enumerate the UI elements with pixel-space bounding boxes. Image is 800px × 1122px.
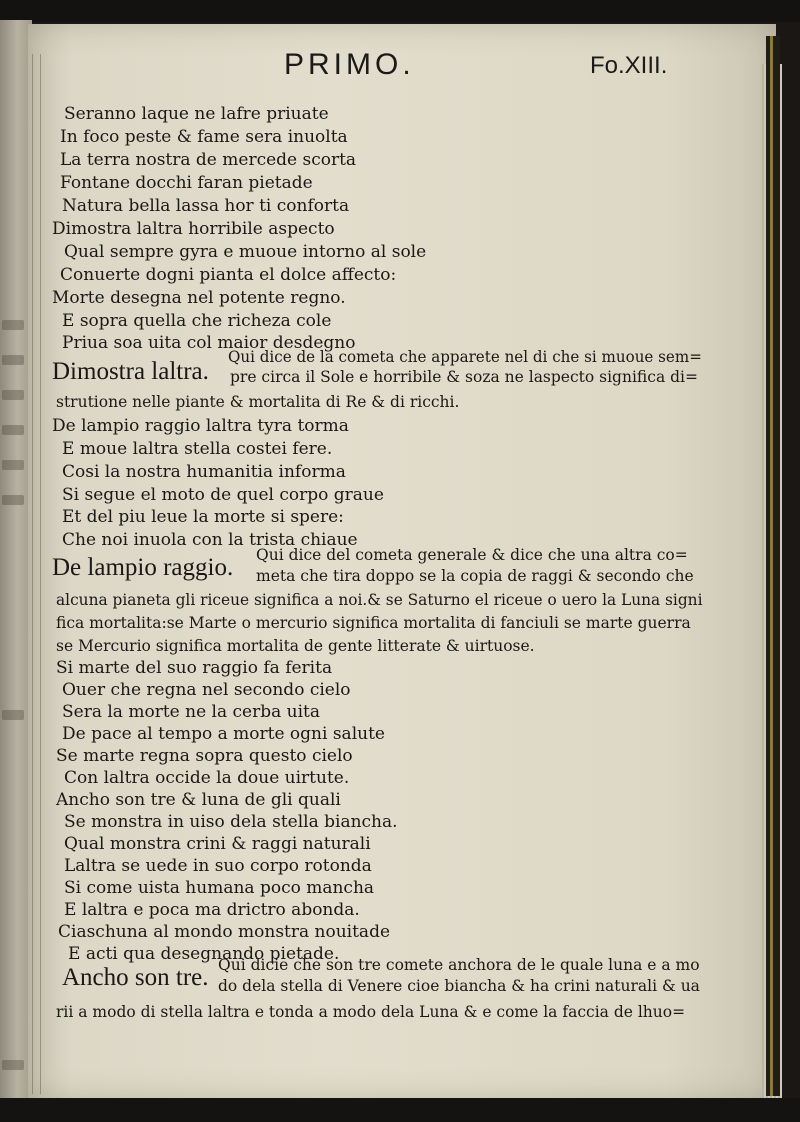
verse-line: Priua soa uita col maior desdegno (62, 333, 356, 353)
verse-line: Dimostra laltra horribile aspecto (52, 219, 335, 239)
verse-line: Ciaschuna al mondo monstra nouitade (58, 922, 391, 942)
verse-line: E moue laltra stella costei fere. (62, 439, 333, 459)
verse-line: Qual monstra crini & raggi naturali (64, 834, 371, 854)
verse-line: La terra nostra de mercede scorta (60, 150, 357, 170)
verse-line: Si marte del suo raggio fa ferita (56, 658, 333, 678)
verse-line: Se monstra in uiso dela stella biancha. (64, 812, 398, 832)
gloss-line: Qui dicie che son tre comete anchora de le quale luna e a mo (218, 956, 700, 974)
gloss-lemma: Dimostra laltra. (52, 358, 209, 385)
gloss-line: Qui dice de la cometa che apparete nel di che si muoue sem= (228, 348, 702, 366)
gloss-lemma: De lampio raggio. (52, 554, 234, 581)
gloss-line: meta che tira doppo se la copia de raggi & secondo che (256, 567, 694, 585)
running-head: PRIMO. (284, 48, 415, 81)
gloss-line: strutione nelle piante & mortalita di Re & di ricchi. (56, 393, 460, 411)
gloss-line: se Mercurio significa mortalita de gente litterate & uirtuose. (56, 637, 535, 655)
scan-background-bottom (0, 1098, 800, 1122)
verse-line: Ouer che regna nel secondo cielo (62, 680, 351, 700)
gloss-line: do dela stella di Venere cioe biancha & ha crini naturali & ua (218, 977, 700, 995)
verse-line: Qual sempre gyra e muoue intorno al sole (64, 242, 427, 262)
verse-line: Se marte regna sopra questo cielo (56, 746, 353, 766)
gloss-line: Qui dice del cometa generale & dice che una altra co= (256, 546, 688, 564)
verse-line: Natura bella lassa hor ti conforta (62, 196, 350, 216)
verse-line: Cosi la nostra humanitia informa (62, 462, 346, 482)
verse-line: Con laltra occide la doue uirtute. (64, 768, 350, 788)
verse-line: E sopra quella che richeza cole (62, 311, 332, 331)
verse-line: De lampio raggio laltra tyra torma (52, 416, 349, 436)
verse-line: Fontane docchi faran pietade (60, 173, 313, 193)
verse-line: Sera la morte ne la cerba uita (62, 702, 320, 722)
verse-line: Che noi inuola con la trista chiaue (62, 530, 358, 550)
folio-number: Fo.XIII. (590, 52, 668, 79)
page-header (0, 48, 760, 88)
book-cover-edge (766, 36, 780, 1096)
gloss-line: rii a modo di stella laltra e tonda a modo dela Luna & e come la faccia de lhuo= (56, 1003, 686, 1021)
gloss-line: alcuna pianeta gli riceue significa a noi.& se Saturno el riceue o uero la Luna signi (56, 591, 703, 609)
verse-line: E laltra e poca ma drictro abonda. (64, 900, 360, 920)
gloss-line: fica mortalita:se Marte o mercurio significa mortalita di fanciuli se marte guerra (56, 614, 691, 632)
binding-rule (32, 54, 33, 1094)
verse-line: In foco peste & fame sera inuolta (60, 127, 348, 147)
gloss-line: pre circa il Sole e horribile & soza ne laspecto significa di= (230, 368, 698, 386)
verse-line: Si segue el moto de quel corpo graue (62, 485, 384, 505)
verse-line: Seranno laque ne lafre priuate (64, 104, 329, 124)
gloss-lemma: Ancho son tre. (62, 964, 209, 991)
verse-line: Si come uista humana poco mancha (64, 878, 375, 898)
binding-rule (40, 54, 41, 1094)
verse-line: De pace al tempo a morte ogni salute (62, 724, 385, 744)
verse-line: Conuerte dogni pianta el dolce affecto: (60, 265, 397, 285)
verse-line: Morte desegna nel potente regno. (52, 288, 346, 308)
scan-background-top (0, 0, 800, 22)
verse-line: E acti qua desegnando pietade. (68, 944, 340, 964)
verse-line: Laltra se uede in suo corpo rotonda (64, 856, 372, 876)
verse-line: Ancho son tre & luna de gli quali (56, 790, 341, 810)
verse-line: Et del piu leue la morte si spere: (62, 507, 344, 527)
